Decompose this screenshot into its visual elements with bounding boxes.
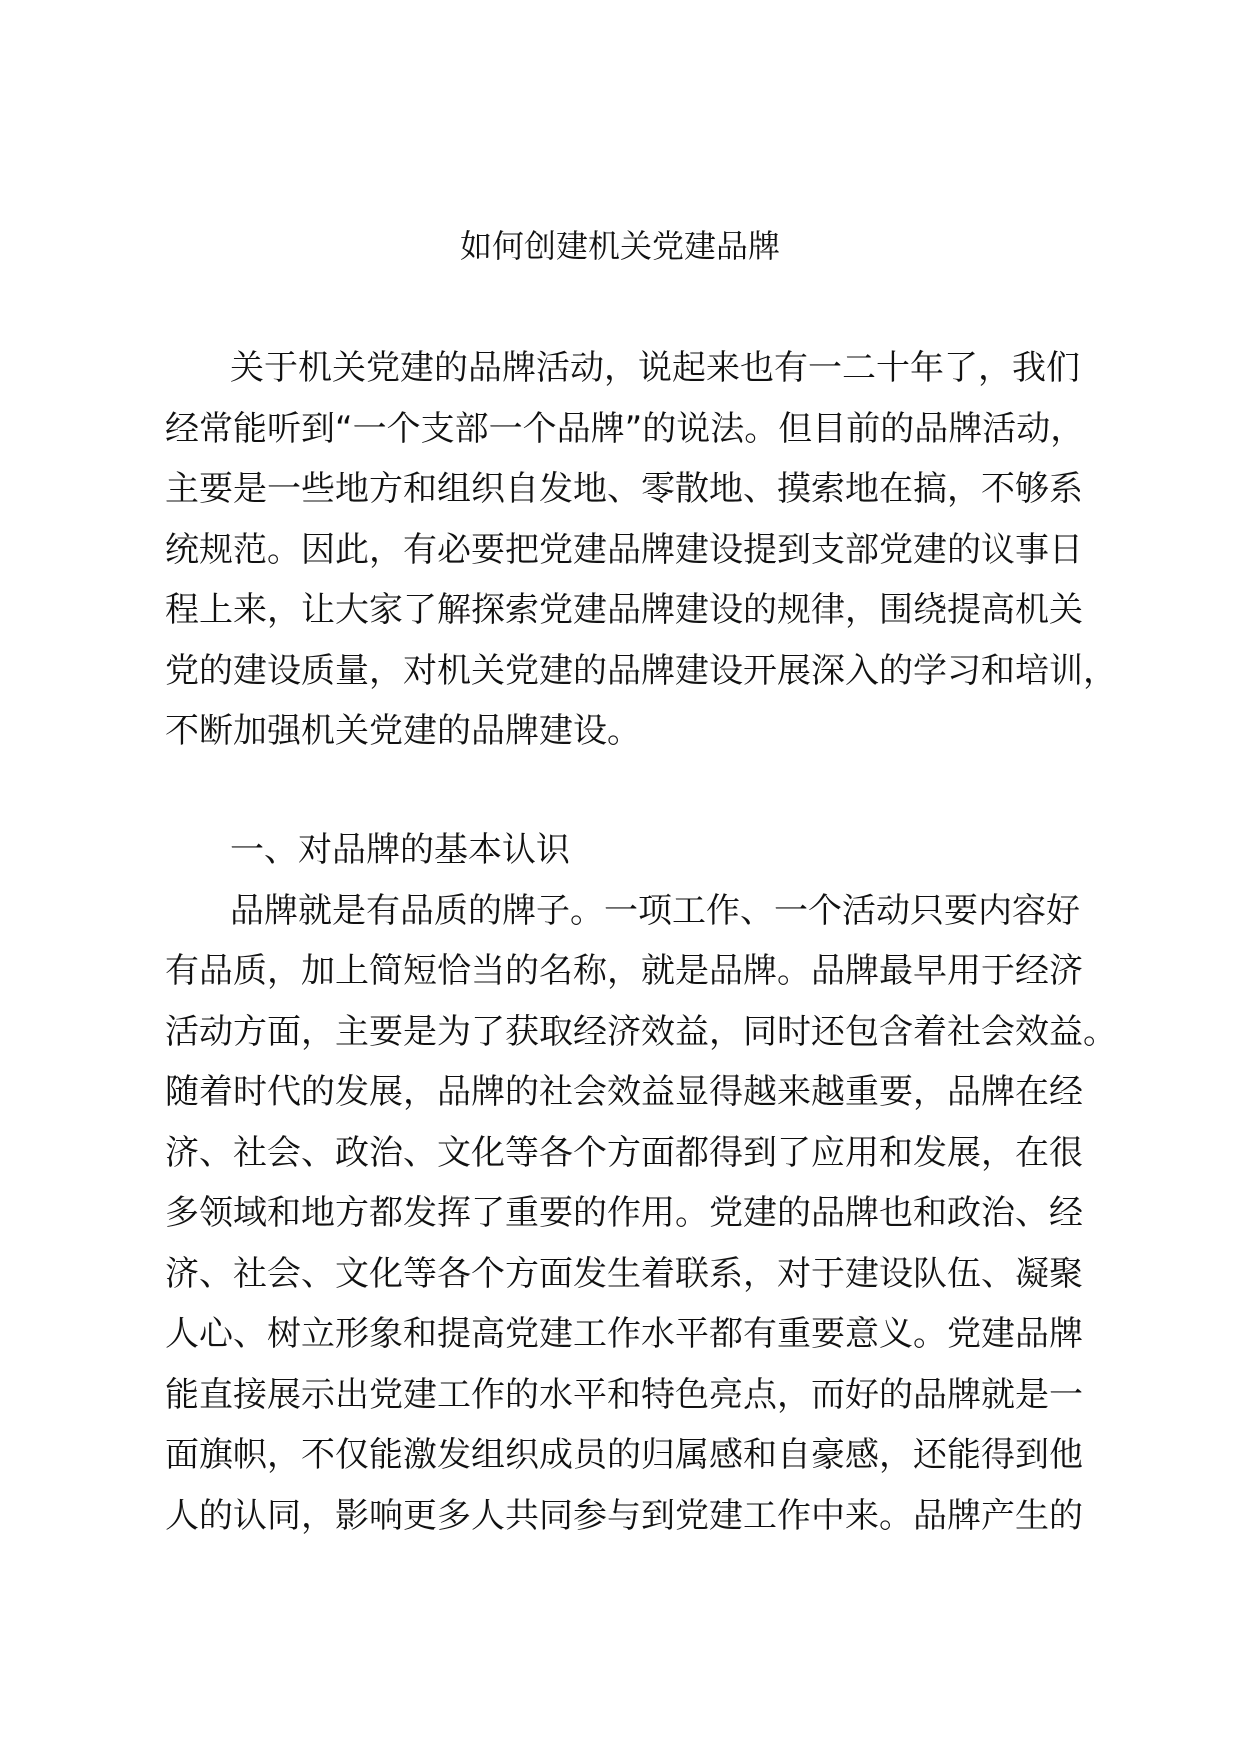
paragraph-line: 人的认同，影响更多人共同参与到党建工作中来。品牌产生的 <box>165 1495 1083 1536</box>
paragraph-line: 随着时代的发展，品牌的社会效益显得越来越重要，品牌在经 <box>165 1072 1083 1112</box>
paragraph-line: 关于机关党建的品牌活动，说起来也有一二十年了，我们 <box>230 348 1080 388</box>
paragraph-line: 活动方面，主要是为了获取经济效益，同时还包含着社会效益。 <box>165 1011 1117 1052</box>
paragraph-line: 党的建设质量，对机关党建的品牌建设开展深入的学习和培训， <box>165 650 1117 691</box>
paragraph-line: 济、社会、政治、文化等各个方面都得到了应用和发展，在很 <box>165 1132 1083 1173</box>
paragraph-line: 面旗帜，不仅能激发组织成员的归属感和自豪感，还能得到他 <box>165 1435 1083 1475</box>
paragraph-line: 多领域和地方都发挥了重要的作用。党建的品牌也和政治、经 <box>165 1193 1083 1233</box>
paragraph-line: 能直接展示出党建工作的水平和特色亮点，而好的品牌就是一 <box>165 1374 1083 1415</box>
section-one <box>165 820 1115 1546</box>
intro-paragraph <box>165 338 1115 762</box>
paragraph-line: 有品质，加上简短恰当的名称，就是品牌。品牌最早用于经济 <box>165 951 1083 991</box>
paragraph-line: 济、社会、文化等各个方面发生着联系，对于建设队伍、凝聚 <box>165 1253 1083 1294</box>
paragraph-line: 经常能听到“一个支部一个品牌”的说法。但目前的品牌活动， <box>165 408 1085 449</box>
paragraph-line: 人心、树立形象和提高党建工作水平都有重要意义。党建品牌 <box>165 1314 1083 1354</box>
paragraph-line: 统规范。因此，有必要把党建品牌建设提到支部党建的议事日 <box>165 529 1083 570</box>
paragraph-line: 程上来，让大家了解探索党建品牌建设的规律，围绕提高机关 <box>165 590 1083 630</box>
paragraph-line: 不断加强机关党建的品牌建设。 <box>165 711 641 751</box>
section-heading: 一、对品牌的基本认识 <box>230 830 570 870</box>
paragraph-line: 品牌就是有品质的牌子。一项工作、一个活动只要内容好 <box>230 890 1080 931</box>
paragraph-line: 主要是一些地方和组织自发地、零散地、摸索地在搞，不够系 <box>165 469 1083 509</box>
document-title: 如何创建机关党建品牌 <box>459 227 780 265</box>
